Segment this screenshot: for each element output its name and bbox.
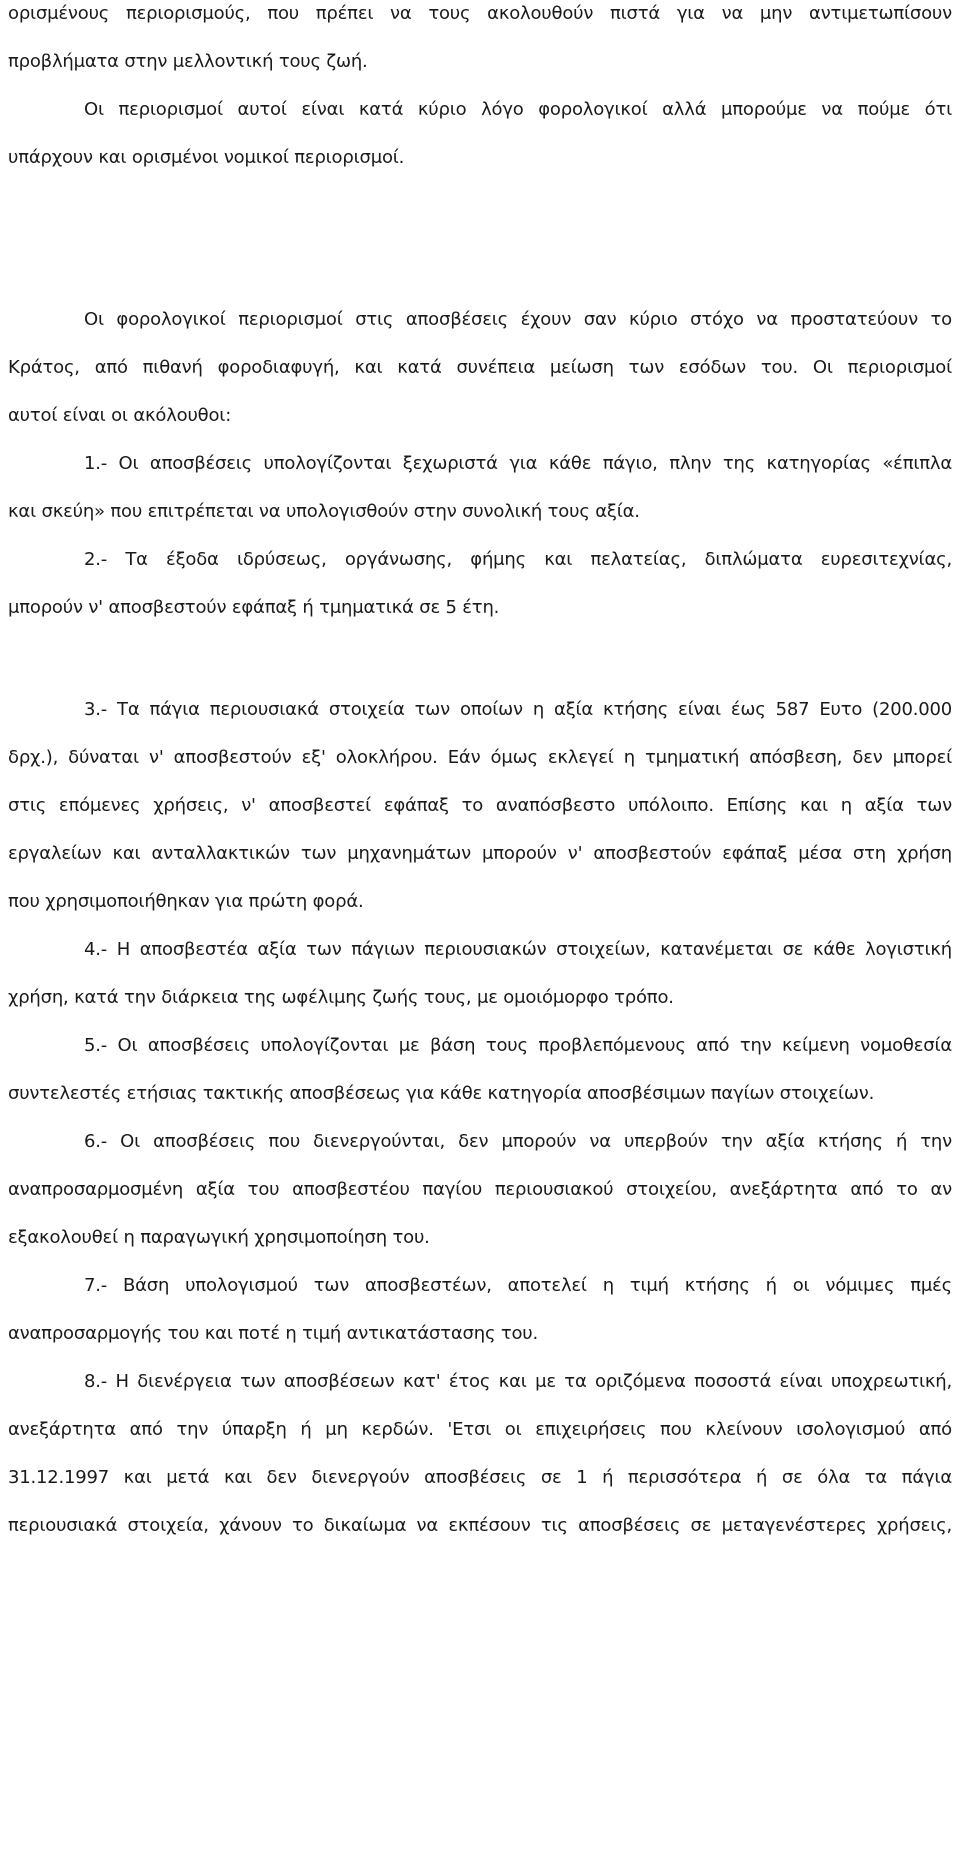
text-line: Κράτος, από πιθανή φοροδιαφυγή, και κατά συνέπεια μείωση των εσόδων του. Οι περιορισμοί — [8, 357, 952, 378]
text-line: ανεξάρτητα από την ύπαρξη ή μη κερδών. 'Ετσι οι επιχειρήσεις που κλείνουν ισολογισμού από — [8, 1419, 952, 1440]
text-line: 3.- Τα πάγια περιουσιακά στοιχεία των οποίων η αξία κτήσης είναι έως 587 Ευτο (200.000 — [84, 699, 952, 720]
text-line: αυτοί είναι οι ακόλουθοι: — [8, 405, 232, 426]
text-line: 6.- Οι αποσβέσεις που διενεργούνται, δεν μπορούν να υπερβούν την αξία κτήσης ή την — [84, 1131, 952, 1152]
text-line: εξακολουθεί η παραγωγική χρησιμοποίηση του. — [8, 1227, 430, 1248]
text-line: 2.- Τα έξοδα ιδρύσεως, οργάνωσης, φήμης και πελατείας, διπλώματα ευρεσιτεχνίας, — [84, 549, 952, 570]
text-line: δρχ.), δύναται ν' αποσβεστούν εξ' ολοκλήρου. Εάν όμως εκλεγεί η τμηματική απόσβεση, δεν μπορεί — [8, 747, 952, 768]
text-line: ορισμένους περιορισμούς, που πρέπει να τους ακολουθούν πιστά για να μην αντιμετωπίσουν — [8, 3, 952, 24]
text-line: 31.12.1997 και μετά και δεν διενεργούν αποσβέσεις σε 1 ή περισσότερα ή σε όλα τα πάγια — [8, 1467, 952, 1488]
text-line: υπάρχουν και ορισμένοι νομικοί περιορισμοί. — [8, 147, 405, 168]
text-line: και σκεύη» που επιτρέπεται να υπολογισθούν στην συνολική τους αξία. — [8, 501, 640, 522]
text-line: 1.- Οι αποσβέσεις υπολογίζονται ξεχωριστά για κάθε πάγιο, πλην της κατηγορίας «έπιπλα — [84, 453, 952, 474]
text-line: Οι φορολογικοί περιορισμοί στις αποσβέσεις έχουν σαν κύριο στόχο να προστατεύουν το — [84, 309, 952, 330]
text-line: 7.- Βάση υπολογισμού των αποσβεστέων, αποτελεί η τιμή κτήσης ή οι νόμιμες πμές — [84, 1275, 952, 1296]
text-line: συντελεστές ετήσιας τακτικής αποσβέσεως για κάθε κατηγορία αποσβέσιμων παγίων στοιχείων. — [8, 1083, 875, 1104]
text-line: που χρησιμοποιήθηκαν για πρώτη φορά. — [8, 891, 364, 912]
text-line: περιουσιακά στοιχεία, χάνουν το δικαίωμα να εκπέσουν τις αποσβέσεις σε μεταγενέστερες χρήσεις, — [8, 1515, 952, 1536]
text-line: 8.- Η διενέργεια των αποσβέσεων κατ' έτος και με τα οριζόμενα ποσοστά είναι υποχρεωτική, — [84, 1371, 952, 1392]
text-line: στις επόμενες χρήσεις, ν' αποσβεστεί εφάπαξ το αναπόσβεστο υπόλοιπο. Επίσης και η αξία των — [8, 795, 952, 816]
text-line: εργαλείων και ανταλλακτικών των μηχανημάτων μπορούν ν' αποσβεστούν εφάπαξ μέσα στη χρήση — [8, 843, 952, 864]
text-line: 5.- Οι αποσβέσεις υπολογίζονται με βάση τους προβλεπόμενους από την κείμενη νομοθεσία — [84, 1035, 952, 1056]
text-line: προβλήματα στην μελλοντική τους ζωή. — [8, 51, 368, 72]
text-line: μπορούν ν' αποσβεστούν εφάπαξ ή τμηματικά σε 5 έτη. — [8, 597, 500, 618]
text-line: Οι περιορισμοί αυτοί είναι κατά κύριο λόγο φορολογικοί αλλά μπορούμε να πούμε ότι — [84, 99, 952, 120]
text-line: αναπροσαρμοσμένη αξία του αποσβεστέου παγίου περιουσιακού στοιχείου, ανεξάρτητα από το αν — [8, 1179, 952, 1200]
text-line: 4.- Η αποσβεστέα αξία των πάγιων περιουσιακών στοιχείων, κατανέμεται σε κάθε λογιστική — [84, 939, 952, 960]
text-line: αναπροσαρμογής του και ποτέ η τιμή αντικατάστασης του. — [8, 1323, 539, 1344]
text-line: χρήση, κατά την διάρκεια της ωφέλιμης ζωής τους, με ομοιόμορφο τρόπο. — [8, 987, 674, 1008]
